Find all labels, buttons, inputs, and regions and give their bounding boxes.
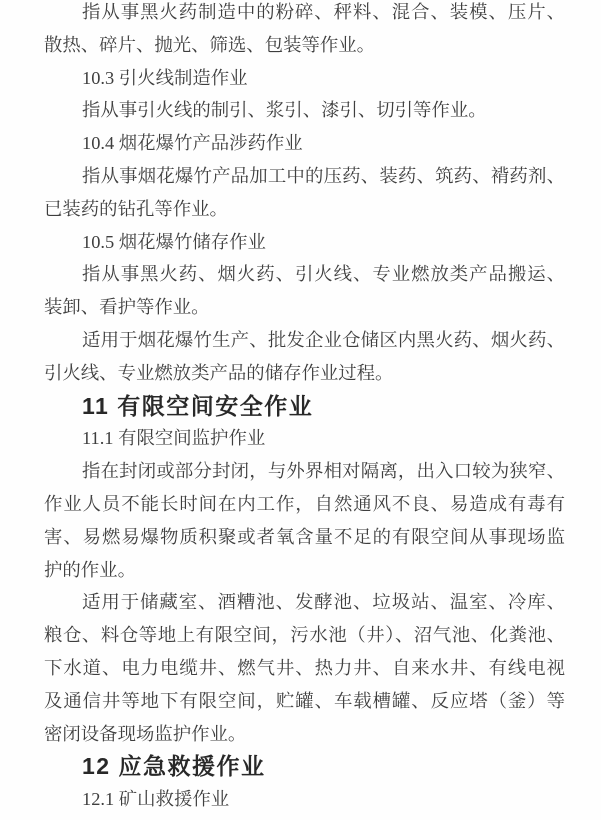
- paragraph: [44, 94, 565, 127]
- text-line: 指在封闭或部分封闭，与外界相对隔离，出入口较为狭窄、: [82, 461, 565, 482]
- paragraph: [44, 455, 565, 586]
- subsection-heading-text: 11.1 有限空间监护作业: [82, 428, 266, 449]
- text-line: 指从事黑火药、烟火药、引火线、专业燃放类产品搬运、: [82, 264, 565, 285]
- paragraph: [44, 258, 565, 324]
- section-heading: [44, 750, 565, 783]
- text-line: 害、易燃易爆物质积聚或者氧含量不足的有限空间从事现场监: [44, 526, 565, 547]
- paragraph: [44, 586, 565, 750]
- text-line: 指从事烟花爆竹产品加工中的压药、装药、筑药、褙药剂、: [82, 165, 565, 186]
- text-line: 适用于烟花爆竹生产、批发企业仓储区内黑火药、烟火药、: [82, 329, 565, 350]
- document-content: [44, 0, 565, 816]
- text-line: 作业人员不能长时间在内工作，自然通风不良、易造成有毒有: [44, 493, 565, 514]
- text-line: 指从事引火线的制引、浆引、漆引、切引等作业。: [82, 100, 487, 121]
- text-line: 指从事黑火药制造中的粉碎、秤料、混合、装模、压片、: [82, 2, 565, 22]
- paragraph: [44, 324, 565, 390]
- paragraph: [44, 160, 565, 226]
- text-line: 引火线、专业燃放类产品的储存作业过程。: [44, 362, 394, 383]
- section-heading-text: 12 应急救援作业: [82, 753, 266, 780]
- text-line: 及通信井等地下有限空间，贮罐、车载槽罐、反应塔（釜）等: [44, 690, 565, 711]
- text-line: 密闭设备现场监护作业。: [44, 723, 247, 744]
- subsection-heading-text: 12.1 矿山救援作业: [82, 789, 230, 810]
- subsection-heading: [44, 226, 565, 259]
- section-heading: [44, 390, 565, 423]
- section-heading-text: 11 有限空间安全作业: [82, 392, 314, 419]
- subsection-heading: [44, 62, 565, 95]
- subsection-heading: [44, 422, 565, 455]
- text-line: 散热、碎片、抛光、筛选、包装等作业。: [44, 34, 376, 55]
- paragraph: [44, 0, 565, 62]
- subsection-heading: [44, 127, 565, 160]
- subsection-heading-text: 10.4 烟花爆竹产品涉药作业: [82, 133, 303, 154]
- text-line: 已装药的钻孔等作业。: [44, 198, 228, 219]
- text-line: 粮仓、料仓等地上有限空间，污水池（井）、沼气池、化粪池、: [44, 625, 565, 646]
- subsection-heading-text: 10.5 烟花爆竹储存作业: [82, 231, 266, 252]
- subsection-heading-text: 10.3 引火线制造作业: [82, 67, 248, 88]
- subsection-heading: [44, 783, 565, 816]
- text-line: 护的作业。: [44, 559, 136, 580]
- text-line: 装卸、看护等作业。: [44, 297, 210, 318]
- text-line: 适用于储藏室、酒糟池、发酵池、垃圾站、温室、冷库、: [82, 592, 565, 613]
- text-line: 下水道、电力电缆井、燃气井、热力井、自来水井、有线电视: [44, 657, 565, 678]
